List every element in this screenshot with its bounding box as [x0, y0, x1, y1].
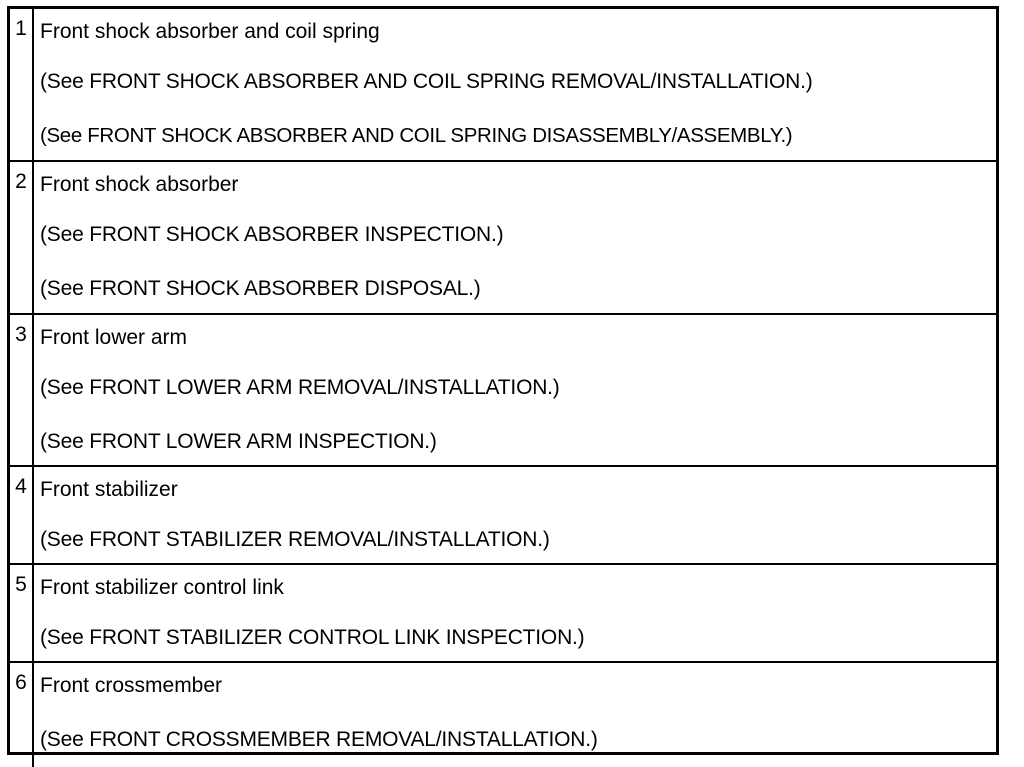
item-content	[34, 565, 996, 661]
reference-link[interactable]: (See FRONT SHOCK ABSORBER DISPOSAL.)	[40, 277, 481, 300]
item-title: Front stabilizer control link	[40, 576, 284, 599]
item-content	[34, 663, 996, 767]
reference-link[interactable]: (See FRONT CROSSMEMBER REMOVAL/INSTALLATION.)	[40, 728, 598, 751]
reference-link[interactable]: (See FRONT SHOCK ABSORBER AND COIL SPRING REMOVAL/INSTALLATION.)	[40, 70, 813, 93]
item-number: 3	[10, 315, 34, 465]
item-content	[34, 315, 996, 465]
item-content	[34, 9, 996, 160]
reference-link[interactable]: (See FRONT SHOCK ABSORBER INSPECTION.)	[40, 223, 504, 246]
parts-reference-table	[7, 6, 999, 755]
table-row	[10, 565, 996, 663]
reference-link[interactable]: (See FRONT STABILIZER REMOVAL/INSTALLATION.)	[40, 528, 550, 551]
item-title: Front shock absorber and coil spring	[40, 20, 380, 43]
item-number: 5	[10, 565, 34, 661]
item-title: Front shock absorber	[40, 173, 239, 196]
reference-link[interactable]: (See FRONT LOWER ARM REMOVAL/INSTALLATION.)	[40, 376, 560, 399]
item-number: 1	[10, 9, 34, 160]
item-title: Front stabilizer	[40, 478, 178, 501]
item-number: 2	[10, 162, 34, 313]
item-number: 6	[10, 663, 34, 767]
table-row	[10, 315, 996, 467]
item-title: Front crossmember	[40, 674, 223, 697]
item-content	[34, 162, 996, 313]
item-title: Front lower arm	[40, 326, 188, 349]
table-row	[10, 663, 996, 767]
item-content	[34, 467, 996, 563]
reference-link[interactable]: (See FRONT LOWER ARM INSPECTION.)	[40, 430, 437, 453]
table-row	[10, 9, 996, 162]
table-row	[10, 162, 996, 315]
table-row	[10, 467, 996, 565]
reference-link[interactable]: (See FRONT SHOCK ABSORBER AND COIL SPRING DISASSEMBLY/ASSEMBLY.)	[40, 124, 793, 147]
reference-link[interactable]: (See FRONT STABILIZER CONTROL LINK INSPECTION.)	[40, 626, 585, 649]
item-number: 4	[10, 467, 34, 563]
